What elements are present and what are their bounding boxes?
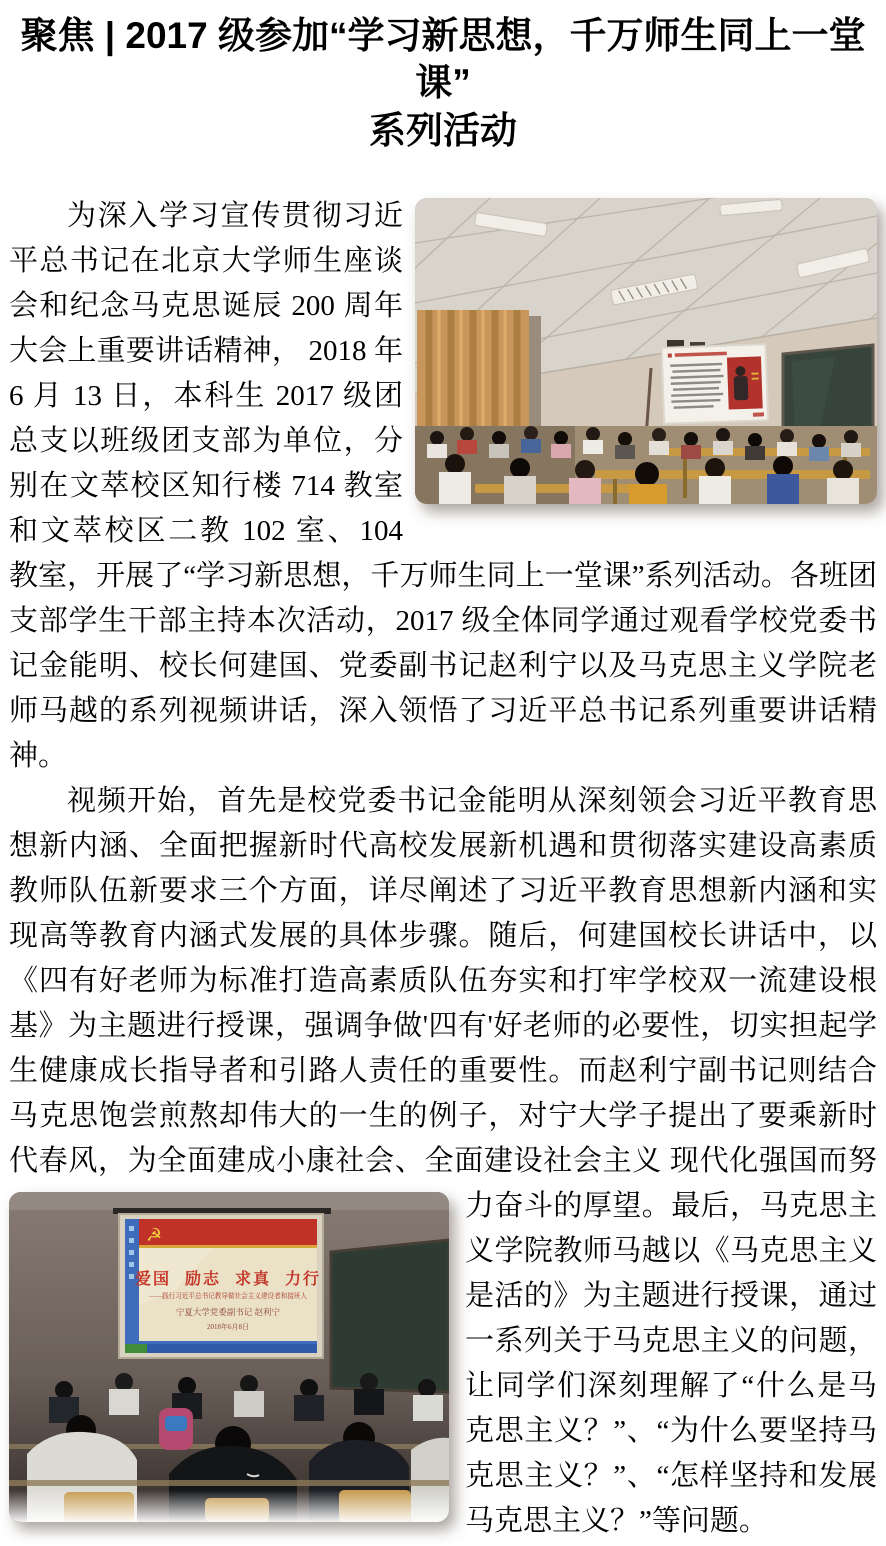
curtains <box>417 310 541 438</box>
party-emblem-icon: ☭ <box>146 1225 163 1246</box>
photo-classroom-2 <box>9 1192 449 1522</box>
paragraph-2-part-a: 视频开始，首先是校党委书记金能明从深刻领会习近平教育思想新内涵、全面把握新时代高校发展新机遇和贯彻落实建设高素质教师队伍新要求三个方面，详尽阐述了习近平教育思想新内涵和实现高等教育内涵式发展的具体步骤。随后，何建国校长讲话中，以《四有好老师为标准打造高素质队伍夯实和打牢学校双一流建设根基》为主题进行授课，强调争做'四有'好老师的必要性，切实担起学生健康成长指导者和引路人责任的重要性。而赵利宁副书记则结合马克思饱尝煎熬却伟大的一生的例子，对宁大学子提出了要乘新时代春风，为全面建成小康社会、全面建设社会主义 <box>9 785 877 1178</box>
slide-subtitle-text: ——践行习近平总书记教导做社会主义建设者和接班人 <box>148 1293 308 1301</box>
slide-logo <box>668 354 672 358</box>
article-body <box>9 194 877 1544</box>
page-title <box>9 12 877 154</box>
page-title-line-2: 系列活动 <box>369 109 517 151</box>
page-title-line-1: 聚焦 | 2017 级参加“学习新思想，千万师生同上一堂课” <box>20 15 866 104</box>
ceiling-strip <box>9 1192 449 1210</box>
taskbar <box>125 1344 317 1353</box>
slide-red-banner <box>139 1219 317 1245</box>
chalkboard <box>331 1240 449 1392</box>
near-desk-edge <box>9 1480 449 1486</box>
paragraph-2 <box>9 779 877 1544</box>
paragraph-1: 为深入学习宣传贯彻习近平总书记在北京大学师生座谈会和纪念马克思诞辰 200 周年大会上重要讲话精神， 2018 年 6 月 13 日，本科生 2017 级团总支以班级团支部为单位，分别在文萃校区知行楼 714 教室和文萃校区二教 102 室、104 教室，开展了“学习新思想，千万师生同上一堂课”系列活动。各班团支部学生干部主持本次活动，2017 级全体同学通过观看学校党委书记金能明、校长何建国、党委副书记赵利宁以及马克思主义学院老师马越的系列视频讲话，深入领悟了习近平总书记系列重要讲话精神。 <box>9 200 877 773</box>
slide-speaker-text: 宁夏大学党委副书记 赵利宁 <box>175 1307 281 1318</box>
backpack <box>159 1408 193 1450</box>
photo-classroom-1 <box>415 198 877 504</box>
classroom-1-illustration <box>415 198 877 504</box>
slide-video-panel <box>727 356 763 409</box>
bottom-fade <box>9 1490 449 1522</box>
paragraph-2-part-b: 现代化强国而努力奋斗的厚望。最后，马克思主义学院教师马越以《马克思主义是活的》为主题进行授课，通过一系列关于马克思主义的问题，让同学们深刻理解了“什么是马克思主义？”、“为什么要坚持马克思主义？”、“怎样坚持和发展马克思主义？”等问题。 <box>465 1145 877 1538</box>
slide-date-text: 2018年6月8日 <box>207 1323 249 1332</box>
projector-screen <box>662 344 769 424</box>
classroom-2-illustration <box>9 1192 449 1522</box>
slide <box>135 1219 321 1341</box>
slide-slogan-text: 爱国 励志 求真 力行 <box>134 1271 322 1289</box>
